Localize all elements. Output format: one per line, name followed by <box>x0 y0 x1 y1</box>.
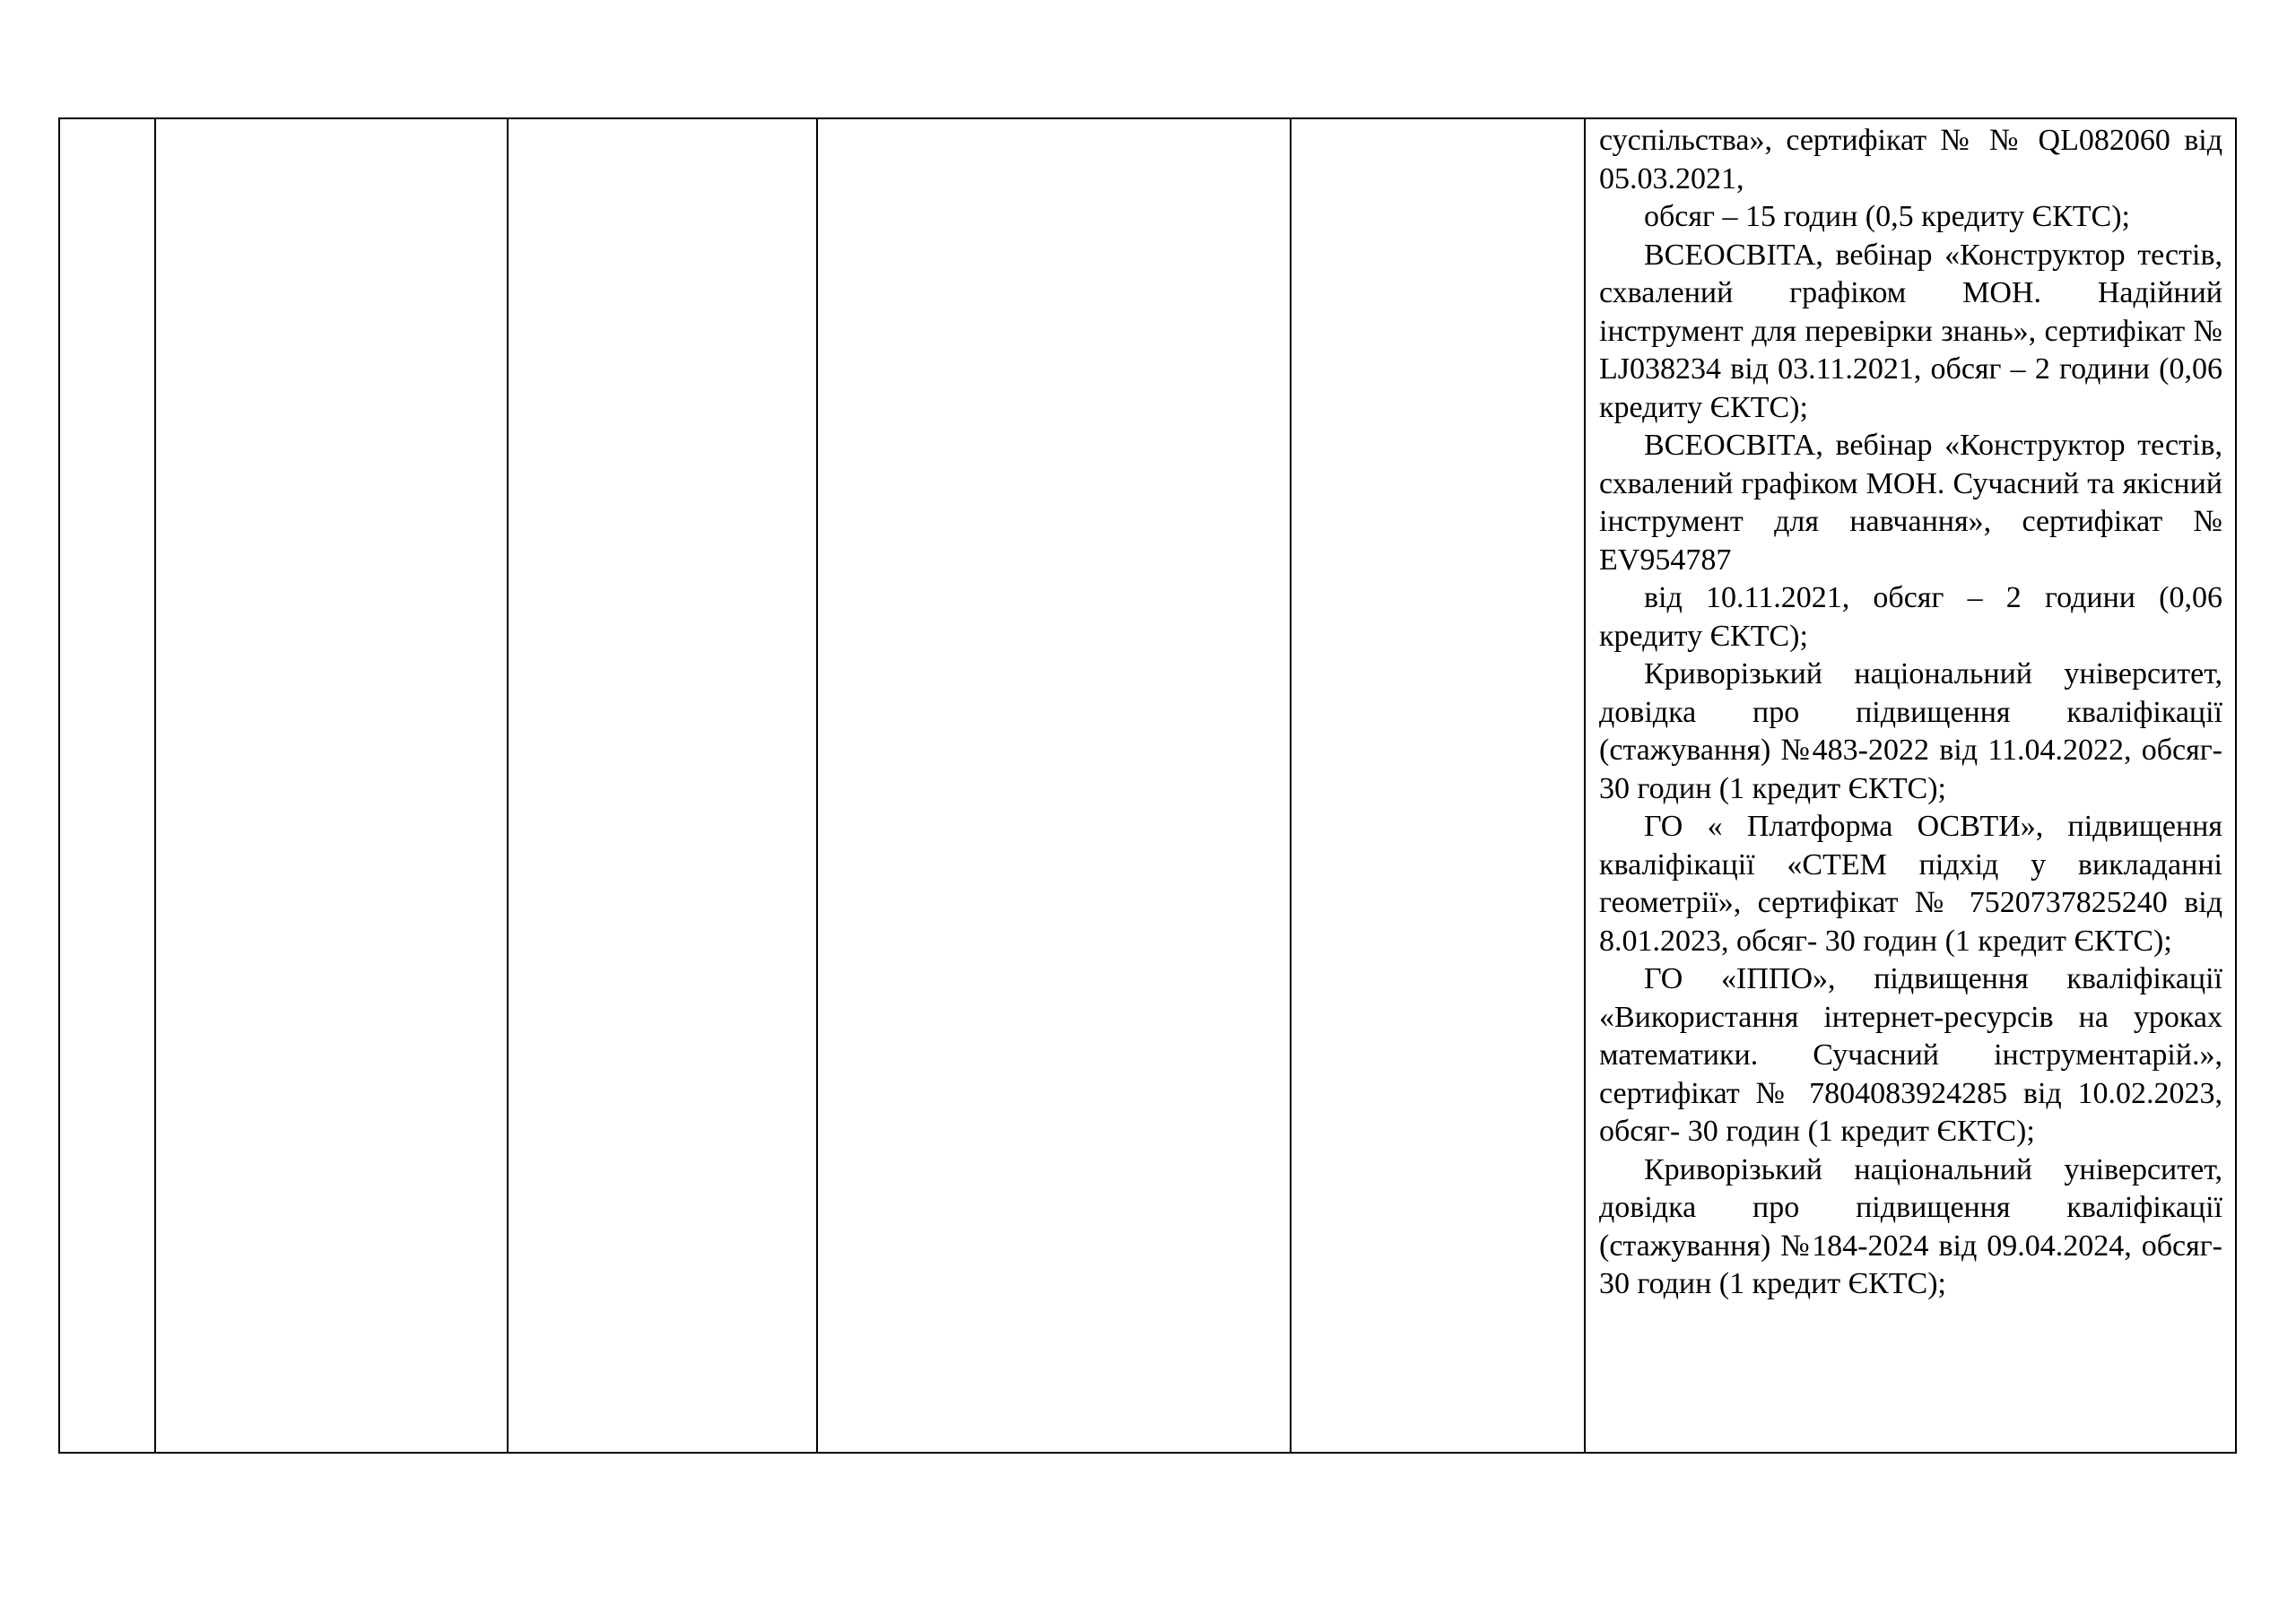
table-cell-4 <box>817 118 1291 1453</box>
qualification-details-cell <box>1585 118 2236 1453</box>
paragraph-volume: обсяг – 15 годин (0,5 кредиту ЄКТС); <box>1644 200 2131 233</box>
qualification-table <box>58 117 2237 1454</box>
paragraph-continuation: суспільства», сертифікат № № QL082060 від 05.03.2021, <box>1599 124 2222 195</box>
table-cell-2 <box>155 118 508 1453</box>
table-cell-5 <box>1291 118 1585 1453</box>
table-row <box>59 118 2236 1453</box>
table-cell-3 <box>508 118 817 1453</box>
table-cell-1 <box>59 118 155 1453</box>
paragraph-ippo-2023: ГО «ІППО», підвищення кваліфікації «Використання інтернет-ресурсів на уроках математики. Сучасний інструментарій.», сертифікат № 7804083924285 від 10.02.2023, обсяг- 30 годин (1 кредит ЄКТС); <box>1599 962 2222 1148</box>
paragraph-webinar-1: ВСЕОСВІТА, вебінар «Конструктор тестів, схвалений графіком МОН. Надійний інструмент для перевірки знань», сертифікат № LJ038234 від 03.11.2021, обсяг – 2 години (0,06 кредиту ЄКТС); <box>1599 238 2222 424</box>
paragraph-platform-2023: ГО « Платформа ОСВТИ», підвищення кваліфікації «СТЕМ підхід у викладанні геометрії», сертифікат № 7520737825240 від 8.01.2023, обсяг- 30 годин (1 кредит ЄКТС); <box>1599 810 2222 958</box>
paragraph-webinar-2-date: від 10.11.2021, обсяг – 2 години (0,06 кредиту ЄКТС); <box>1599 581 2222 653</box>
paragraph-university-2022: Криворізький національний університет, довідка про підвищення кваліфікації (стажування) №483-2022 від 11.04.2022, обсяг- 30 годин (1 кредит ЄКТС); <box>1599 657 2222 805</box>
paragraph-webinar-2: ВСЕОСВІТА, вебінар «Конструктор тестів, схвалений графіком МОН. Сучасний та якісний інструмент для навчання», сертифікат № EV954787 <box>1599 429 2222 577</box>
paragraph-university-2024: Криворізький національний університет, довідка про підвищення кваліфікації (стажування) №184-2024 від 09.04.2024, обсяг- 30 годин (1 кредит ЄКТС); <box>1599 1152 2222 1300</box>
